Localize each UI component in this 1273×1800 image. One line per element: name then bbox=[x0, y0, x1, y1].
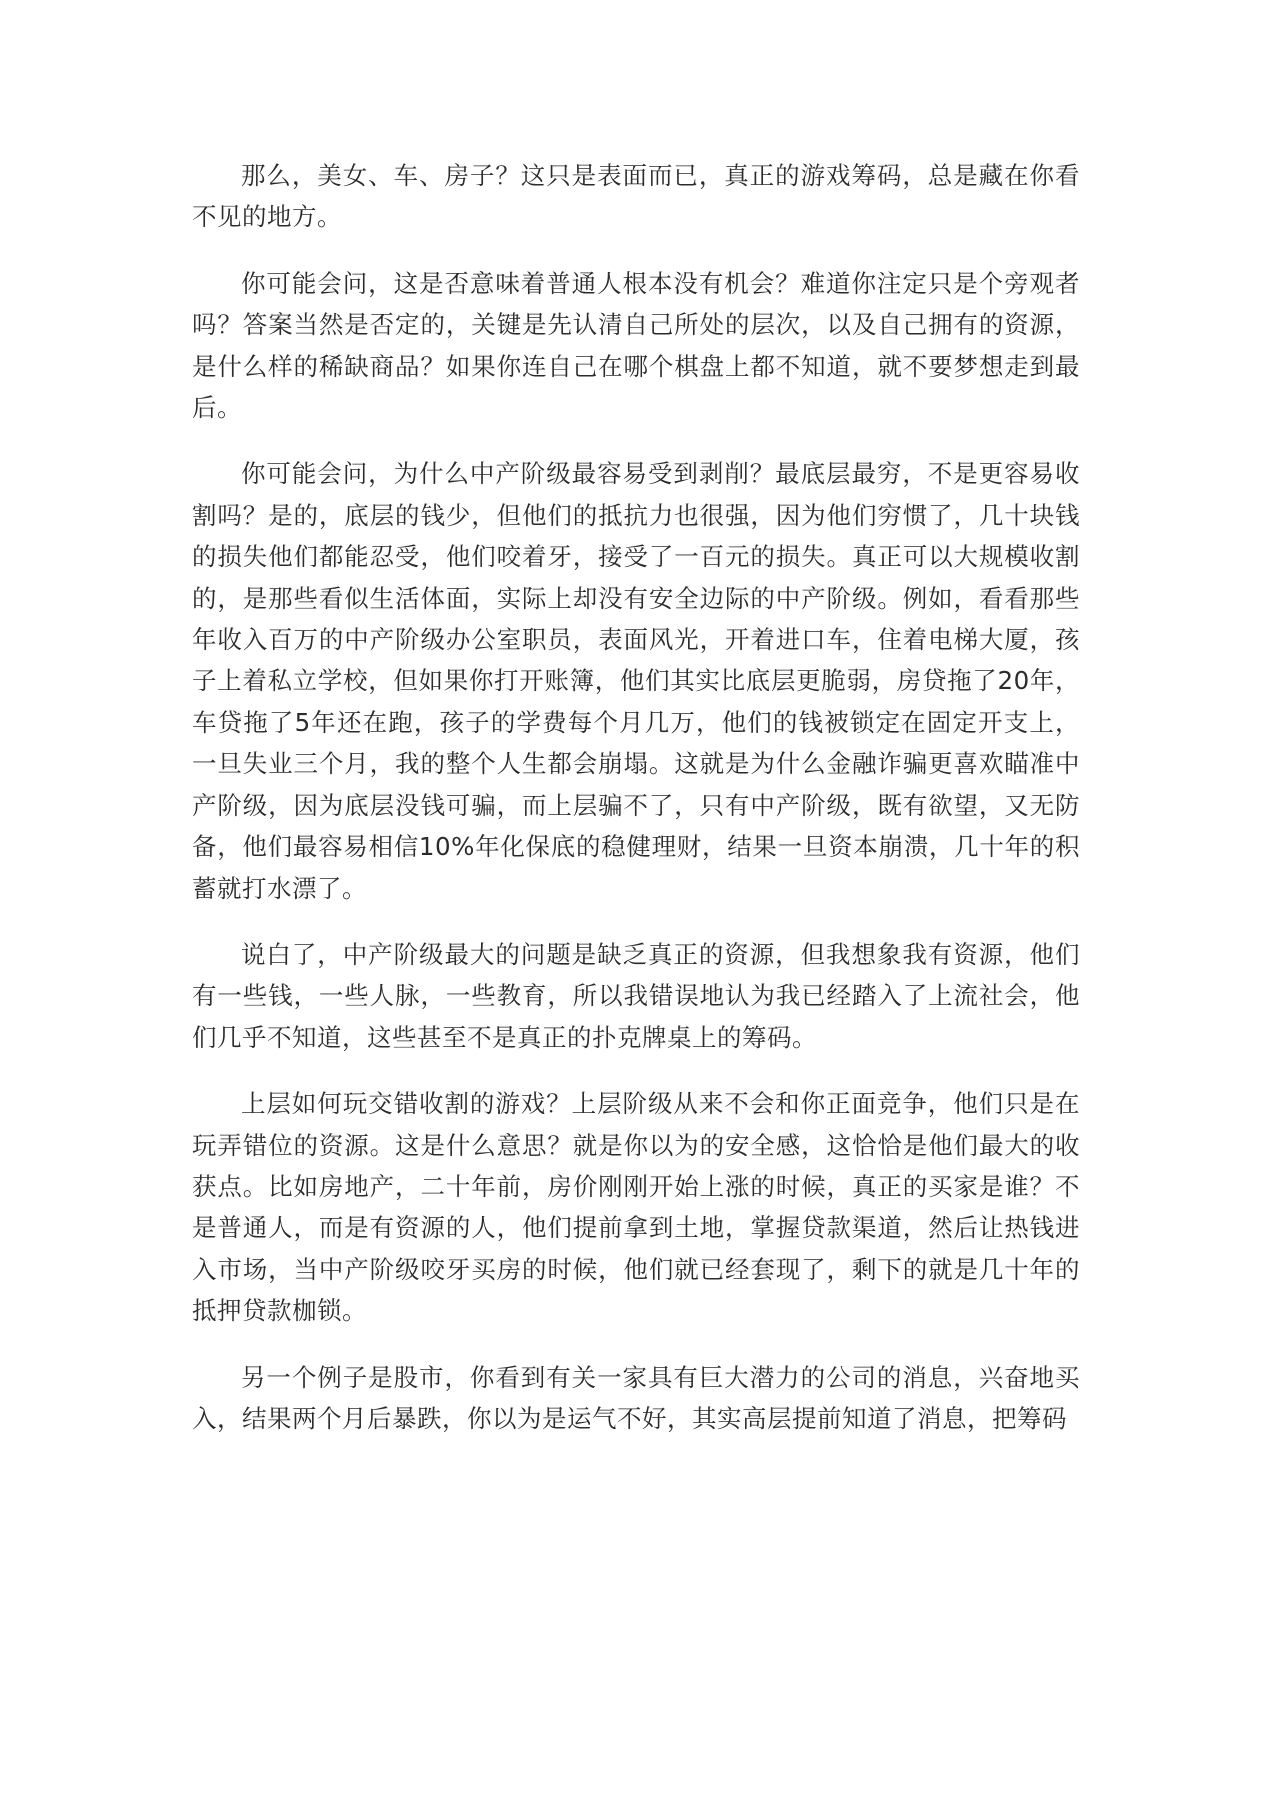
paragraph: 上层如何玩交错收割的游戏？上层阶级从来不会和你正面竞争，他们只是在玩弄错位的资源。这是什么意思？就是你以为的安全感，这恰恰是他们最大的收获点。比如房地产，二十年前，房价刚刚开始上涨的时候，真正的买家是谁？不是普通人，而是有资源的人，他们提前拿到土地，掌握贷款渠道，然后让热钱进入市场，当中产阶级咬牙买房的时候，他们就已经套现了，剩下的就是几十年的抵押贷款枷锁。 bbox=[192, 1089, 1080, 1326]
document-body bbox=[192, 155, 1080, 1464]
paragraph: 说白了，中产阶级最大的问题是缺乏真正的资源，但我想象我有资源，他们有一些钱，一些人脉，一些教育，所以我错误地认为我已经踏入了上流社会，他们几乎不知道，这些甚至不是真正的扑克牌桌上的筹码。 bbox=[192, 939, 1080, 1052]
paragraph: 你可能会问，这是否意味着普通人根本没有机会？难道你注定只是个旁观者吗？答案当然是否定的，关键是先认清自己所处的层次，以及自己拥有的资源，是什么样的稀缺商品？如果你连自己在哪个棋盘上都不知道，就不要梦想走到最后。 bbox=[192, 268, 1080, 423]
paragraph: 那么，美女、车、房子？这只是表面而已，真正的游戏筹码，总是藏在你看不见的地方。 bbox=[192, 161, 1080, 232]
paragraph: 你可能会问，为什么中产阶级最容易受到剥削？最底层最穷，不是更容易收割吗？是的，底层的钱少，但他们的抵抗力也很强，因为他们穷惯了，几十块钱的损失他们都能忍受，他们咬着牙，接受了一百元的损失。真正可以大规模收割的，是那些看似生活体面，实际上却没有安全边际的中产阶级。例如，看看那些年收入百万的中产阶级办公室职员，表面风光，开着进口车，住着电梯大厦，孩子上着私立学校，但如果你打开账簿，他们其实比底层更脆弱，房贷拖了20年，车贷拖了5年还在跑，孩子的学费每个月几万，他们的钱被锁定在固定开支上，一旦失业三个月，我的整个人生都会崩塌。这就是为什么金融诈骗更喜欢瞄准中产阶级，因为底层没钱可骗，而上层骗不了，只有中产阶级，既有欲望，又无防备，他们最容易相信10%年化保底的稳健理财，结果一旦资本崩溃，几十年的积蓄就打水漂了。 bbox=[192, 459, 1080, 903]
paragraph: 另一个例子是股市，你看到有关一家具有巨大潜力的公司的消息，兴奋地买入，结果两个月后暴跌，你以为是运气不好，其实高层提前知道了消息，把筹码 bbox=[192, 1362, 1080, 1433]
